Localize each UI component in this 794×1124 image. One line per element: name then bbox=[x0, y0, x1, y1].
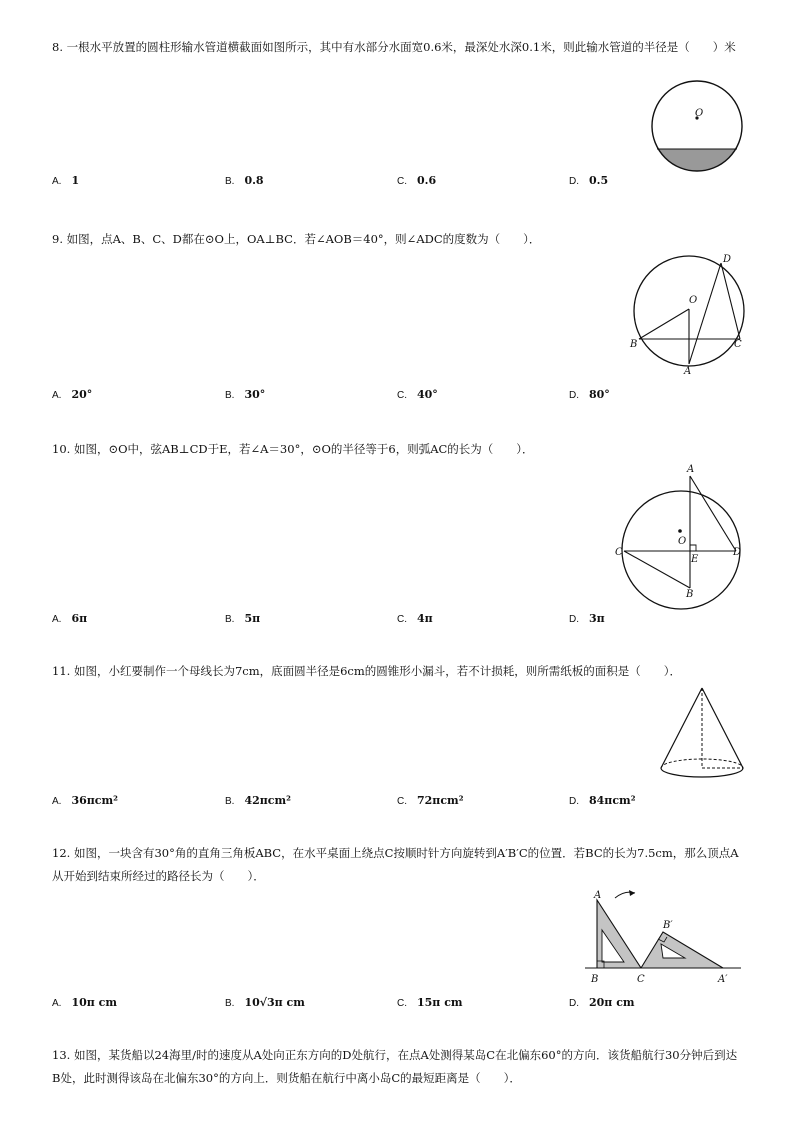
question-9-option-c[interactable]: C. 40° bbox=[397, 388, 438, 401]
q9-label-A: A bbox=[684, 366, 692, 377]
q10-label-A: A bbox=[687, 464, 695, 475]
question-8-option-b[interactable]: B. 0.8 bbox=[225, 174, 264, 187]
question-9-option-b[interactable]: B. 30° bbox=[225, 388, 266, 401]
question-13-stem: 13. 如图，某货船以24海里/时的速度从A处向正东方向的D处航行，在点A处测得某岛C在北偏东60°的方向．该货船航行30分钟后到达B处，此时测得该岛在北偏东30°的方向上．则货船在航行中离小岛C的最短距离是（ ）． bbox=[52, 1048, 738, 1085]
question-8-option-a[interactable]: A. 1 bbox=[52, 174, 80, 187]
question-8-figure bbox=[651, 80, 746, 175]
question-11-option-a[interactable]: A. 36πcm² bbox=[52, 794, 118, 807]
question-10-option-d[interactable]: D. 3π bbox=[569, 612, 605, 625]
q12-label-B: B bbox=[591, 974, 599, 985]
question-12-option-a[interactable]: A. 10π cm bbox=[52, 996, 117, 1009]
question-10-figure bbox=[615, 464, 746, 600]
question-11-option-b[interactable]: B. 42πcm² bbox=[225, 794, 291, 807]
question-12-option-b[interactable]: B. 10√3π cm bbox=[225, 996, 305, 1009]
question-11-stem: 11. 如图，小红要制作一个母线长为7cm，底面圆半径是6cm的圆锥形小漏斗，若不计损耗，则所需纸板的面积是（ ）． bbox=[52, 664, 682, 678]
q12-label-A: A bbox=[594, 890, 602, 901]
question-12-option-c[interactable]: C. 15π cm bbox=[397, 996, 463, 1009]
q10-label-B: B bbox=[686, 589, 694, 600]
question-9-option-d[interactable]: D. 80° bbox=[569, 388, 610, 401]
question-10-option-a[interactable]: A. 6π bbox=[52, 612, 88, 625]
question-12-figure bbox=[585, 888, 745, 988]
q9-label-C: C bbox=[734, 339, 742, 350]
question-11-option-d[interactable]: D. 84πcm² bbox=[569, 794, 636, 807]
q12-label-B-prime: B′ bbox=[663, 920, 673, 931]
question-10-option-b[interactable]: B. 5π bbox=[225, 612, 261, 625]
q10-label-O: O bbox=[678, 536, 687, 547]
q12-label-C: C bbox=[637, 974, 645, 985]
q10-label-E: E bbox=[691, 554, 699, 565]
question-12-option-d[interactable]: D. 20π cm bbox=[569, 996, 635, 1009]
question-9-option-a[interactable]: A. 20° bbox=[52, 388, 93, 401]
q8-label-O: O bbox=[695, 108, 704, 119]
q9-label-D: D bbox=[723, 254, 732, 265]
question-11-figure bbox=[658, 686, 748, 786]
question-10-option-c[interactable]: C. 4π bbox=[397, 612, 433, 625]
question-8-option-c[interactable]: C. 0.6 bbox=[397, 174, 437, 187]
q12-label-A-prime: A′ bbox=[718, 974, 728, 985]
question-11-option-c[interactable]: C. 72πcm² bbox=[397, 794, 464, 807]
q10-label-D: D bbox=[733, 547, 742, 558]
question-8-option-d[interactable]: D. 0.5 bbox=[569, 174, 609, 187]
q10-label-C: C bbox=[615, 547, 623, 558]
question-12-stem: 12. 如图，一块含有30°角的直角三角板ABC，在水平桌面上绕点C按顺时针方向旋转到A′B′C的位置．若BC的长为7.5cm，那么顶点A从开始到结束所经过的路径长为（ ）． bbox=[52, 846, 739, 883]
q9-label-O: O bbox=[689, 295, 698, 306]
question-10-stem: 10. 如图，⊙O中，弦AB⊥CD于E，若∠A＝30°，⊙O的半径等于6，则弧AC的长为（ ）． bbox=[52, 442, 534, 456]
question-9-stem: 9. 如图，点A、B、C、D都在⊙O上，OA⊥BC．若∠AOB＝40°，则∠ADC的度数为（ ）． bbox=[52, 232, 541, 246]
question-8-stem: 8. 一根水平放置的圆柱形输水管道横截面如图所示，其中有水部分水面宽0.6米，最深处水深0.1米，则此输水管道的半径是（ ）米 bbox=[52, 40, 736, 54]
q9-label-B: B bbox=[630, 339, 638, 350]
question-9-figure bbox=[630, 254, 750, 377]
